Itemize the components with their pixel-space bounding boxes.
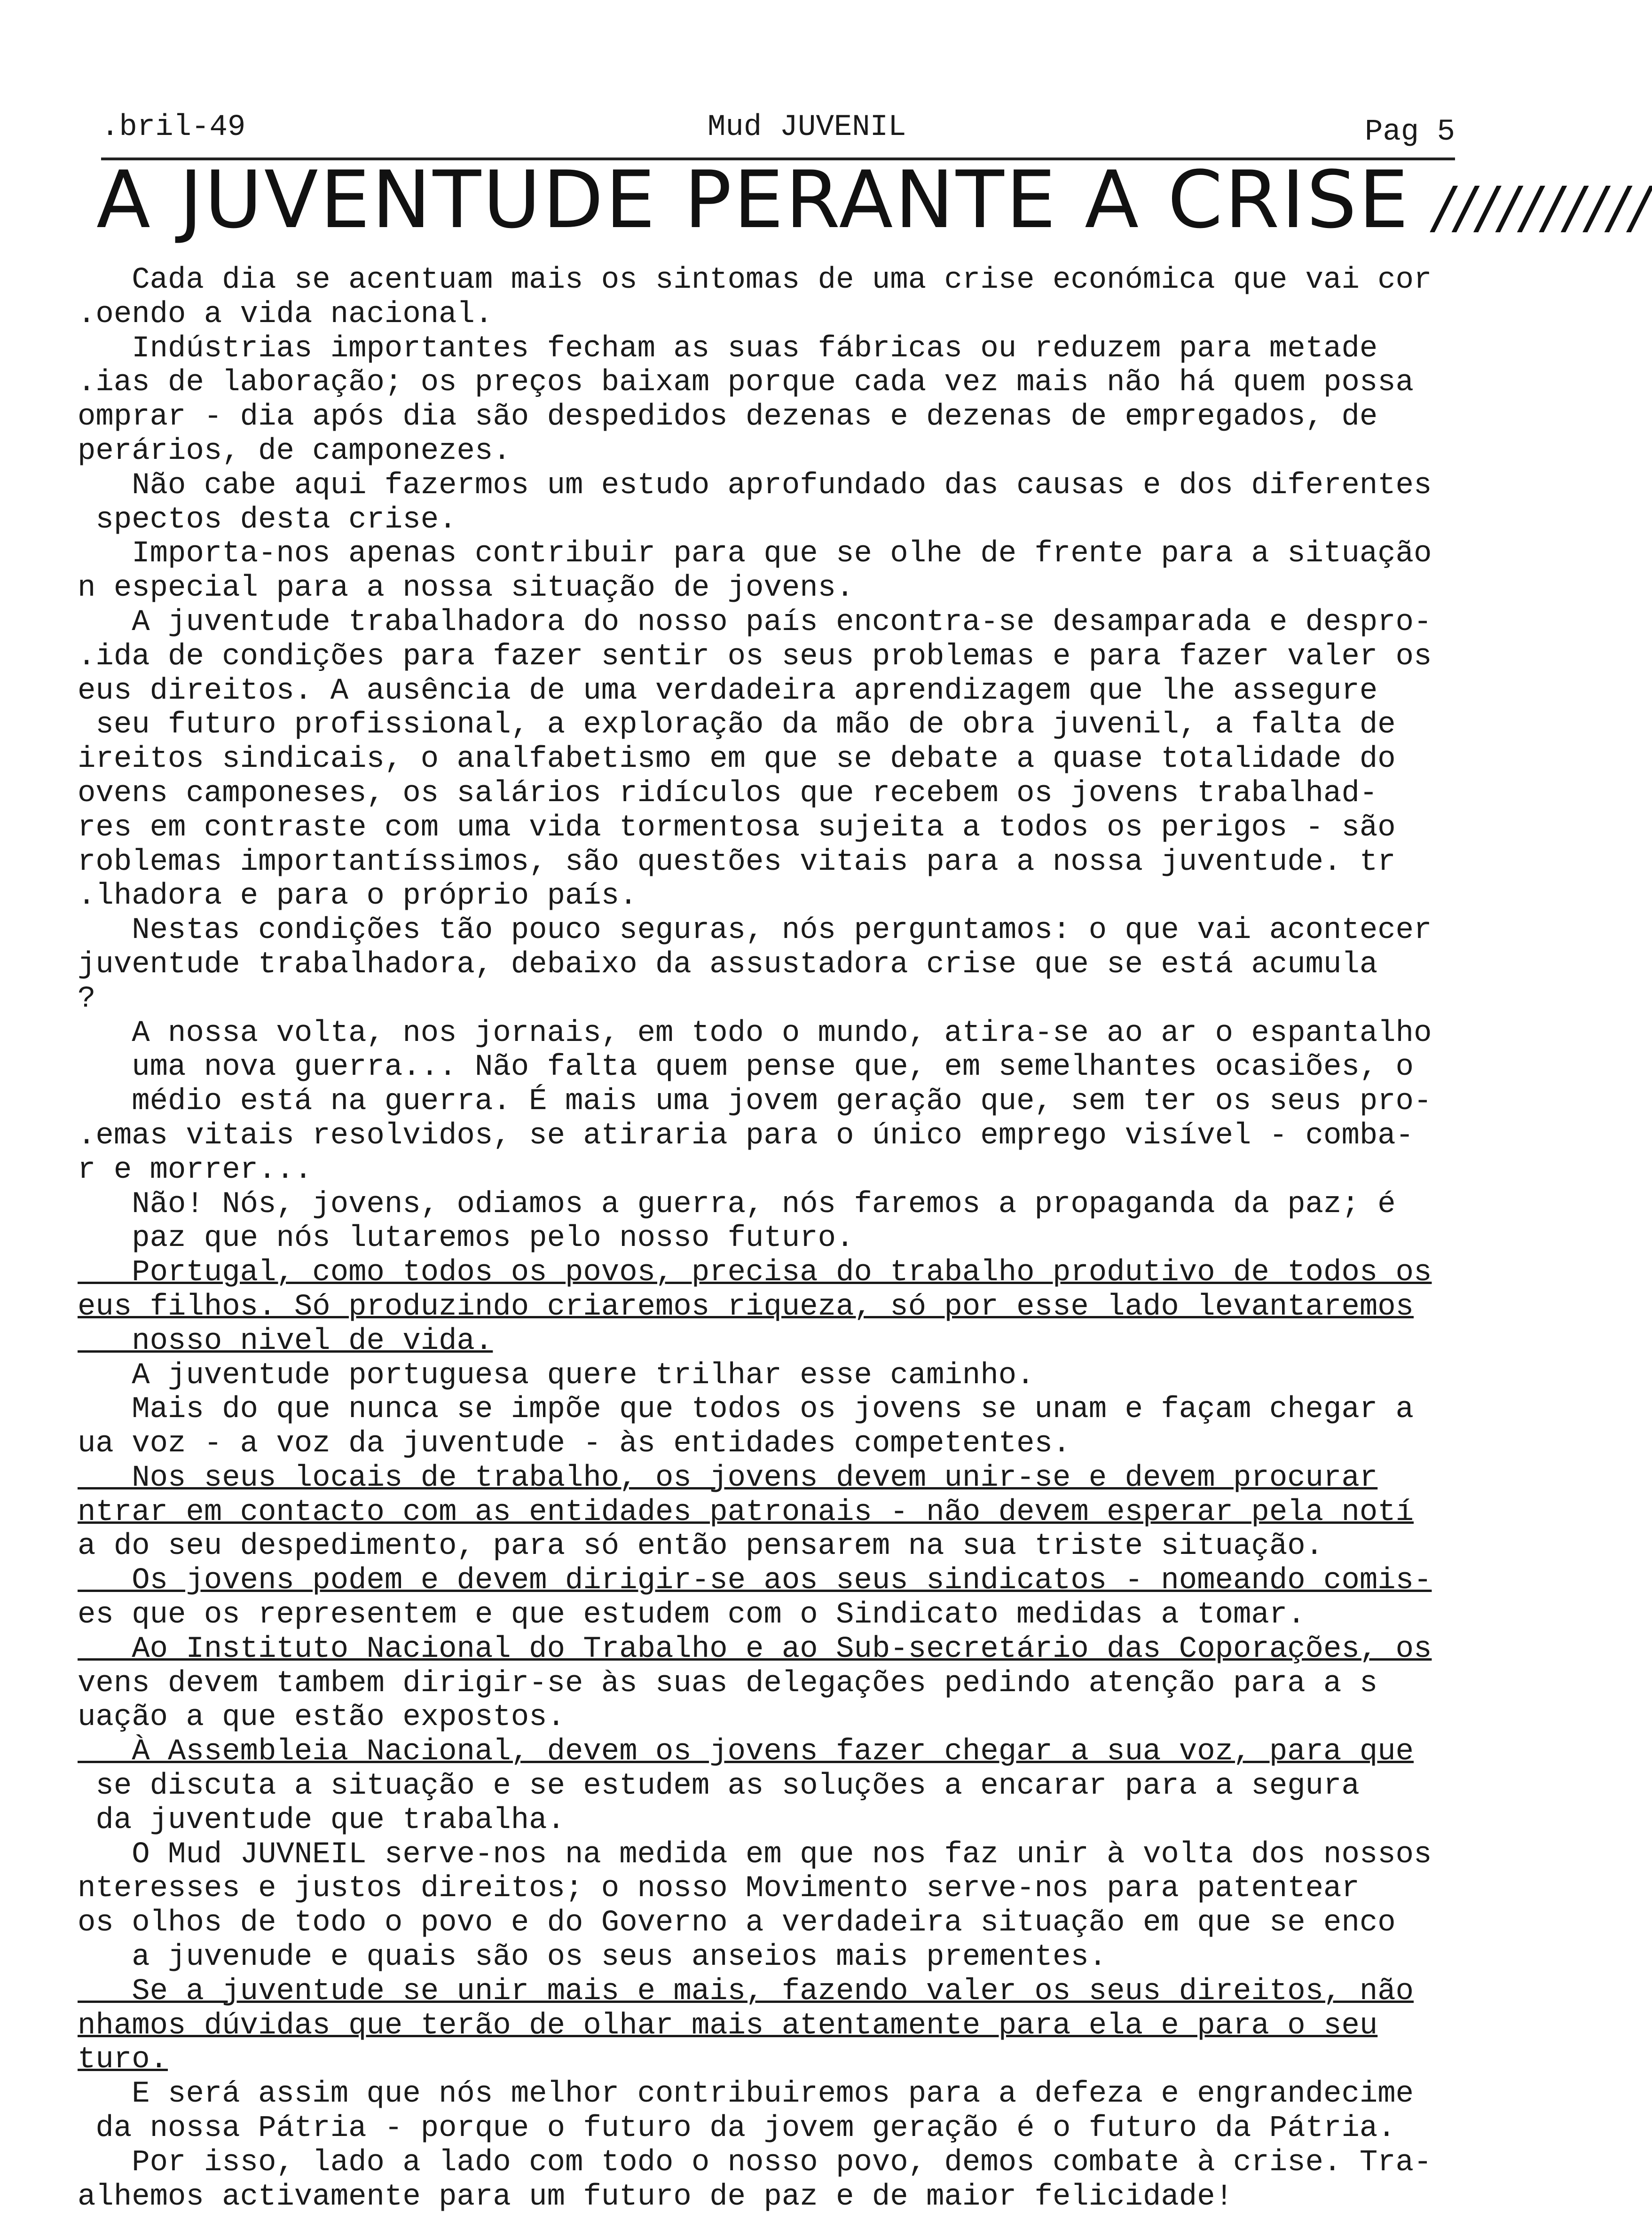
text-line: Ao Instituto Nacional do Trabalho e ao Sub-secretário das Coporações, os: [78, 1632, 1432, 1666]
text-line: da juventude que trabalha.: [78, 1803, 565, 1837]
text-line: ireitos sindicais, o analfabetismo em que se debate a quase totalidade do: [78, 742, 1396, 777]
text-line: n especial para a nossa situação de jovens.: [78, 571, 854, 606]
text-line: turo.: [78, 2043, 168, 2077]
article-title: [96, 150, 1652, 249]
text-line: spectos desta crise.: [78, 503, 457, 537]
text-line: médio está na guerra. É mais uma jovem geração que, sem ter os seus pro-: [78, 1085, 1432, 1119]
text-line: a juvenude e quais são os seus anseios mais prementes.: [78, 1940, 1107, 1975]
text-line: A juventude portuguesa quere trilhar esse caminho.: [78, 1358, 1035, 1393]
text-line: paz que nós lutaremos pelo nosso futuro.: [78, 1221, 854, 1256]
text-line: roblemas importantíssimos, são questões vitais para a nossa juventude. tr: [78, 845, 1396, 879]
text-line: ua voz - a voz da juventude - às entidades competentes.: [78, 1427, 1071, 1461]
text-line: uma nova guerra... Não falta quem pense que, em semelhantes ocasiões, o: [78, 1050, 1414, 1085]
text-line: eus filhos. Só produzindo criaremos riqueza, só por esse lado levantaremos: [78, 1290, 1414, 1324]
header-publication: Mud JUVENIL: [708, 110, 906, 144]
header-page-number: Pag 5: [1364, 115, 1455, 149]
title-decoration: //////////: [1433, 175, 1652, 241]
text-line: Nos seus locais de trabalho, os jovens devem unir-se e devem procurar: [78, 1461, 1378, 1495]
text-line: .oendo a vida nacional.: [78, 297, 493, 331]
title-text: A JUVENTUDE PERANTE A CRISE: [96, 154, 1410, 246]
text-line: a do seu despedimento, para só então pensarem na sua triste situação.: [78, 1529, 1324, 1564]
text-line: Cada dia se acentuam mais os sintomas de uma crise económica que vai cor: [78, 263, 1432, 297]
text-line: ntrar em contacto com as entidades patronais - não devem esperar pela notí: [78, 1495, 1414, 1529]
text-line: se discuta a situação e se estudem as soluções a encarar para a segura: [78, 1769, 1360, 1804]
text-line: A nossa volta, nos jornais, em todo o mundo, atira-se ao ar o espantalho: [78, 1016, 1432, 1050]
text-line: ovens camponeses, os salários ridículos que recebem os jovens trabalhad-: [78, 776, 1378, 811]
text-line: res em contraste com uma vida tormentosa sujeita a todos os perigos - são: [78, 811, 1396, 845]
text-line: da nossa Pátria - porque o futuro da jovem geração é o futuro da Pátria.: [78, 2112, 1396, 2146]
text-line: Indústrias importantes fecham as suas fábricas ou reduzem para metade: [78, 331, 1378, 366]
text-line: seu futuro profissional, a exploração da mão de obra juvenil, a falta de: [78, 708, 1396, 742]
text-line: Por isso, lado a lado com todo o nosso povo, demos combate à crise. Tra-: [78, 2145, 1432, 2180]
text-line: alhemos activamente para um futuro de paz e de maior felicidade!: [78, 2180, 1233, 2214]
text-line: vens devem tambem dirigir-se às suas delegações pedindo atenção para a s: [78, 1666, 1378, 1701]
text-line: Se a juventude se unir mais e mais, fazendo valer os seus direitos, não: [78, 1974, 1414, 2009]
text-line: os olhos de todo o povo e do Governo a verdadeira situação em que se enco: [78, 1906, 1396, 1940]
text-line: juventude trabalhadora, debaixo da assustadora crise que se está acumula: [78, 947, 1378, 982]
text-line: Portugal, como todos os povos, precisa do trabalho produtivo de todos os: [78, 1256, 1432, 1290]
text-line: ?: [78, 982, 96, 1016]
text-line: .ida de condições para fazer sentir os seus problemas e para fazer valer os: [78, 639, 1432, 674]
text-line: E será assim que nós melhor contribuiremos para a defeza e engrandecime: [78, 2077, 1414, 2112]
text-line: perários, de camponezes.: [78, 434, 511, 468]
text-line: Mais do que nunca se impõe que todos os jovens se unam e façam chegar a: [78, 1393, 1414, 1427]
text-line: nteresses e justos direitos; o nosso Movimento serve-nos para patentear: [78, 1872, 1360, 1906]
text-line: A juventude trabalhadora do nosso país encontra-se desamparada e despro-: [78, 605, 1432, 639]
text-line: Importa-nos apenas contribuir para que se olhe de frente para a situação: [78, 537, 1432, 571]
text-line: Os jovens podem e devem dirigir-se aos seus sindicatos - nomeando comis-: [78, 1564, 1432, 1598]
text-line: .lhadora e para o próprio país.: [78, 879, 637, 914]
text-line: Nestas condições tão pouco seguras, nós perguntamos: o que vai acontecer: [78, 914, 1432, 948]
text-line: nhamos dúvidas que terão de olhar mais atentamente para ela e para o seu: [78, 2009, 1378, 2043]
text-line: nosso nivel de vida.: [78, 1324, 493, 1358]
text-line: omprar - dia após dia são despedidos dezenas e dezenas de empregados, de: [78, 400, 1378, 434]
text-line: uação a que estão expostos.: [78, 1701, 565, 1735]
text-line: Não cabe aqui fazermos um estudo aprofundado das causas e dos diferentes: [78, 468, 1432, 503]
text-line: eus direitos. A ausência de uma verdadeira aprendizagem que lhe assegure: [78, 674, 1378, 708]
text-line: Não! Nós, jovens, odiamos a guerra, nós faremos a propaganda da paz; é: [78, 1187, 1396, 1221]
text-line: .ias de laboração; os preços baixam porque cada vez mais não há quem possa: [78, 366, 1414, 400]
header-date: .bril-49: [101, 110, 246, 144]
text-line: À Assembleia Nacional, devem os jovens fazer chegar a sua voz, para que: [78, 1735, 1414, 1769]
text-line: r e morrer...: [78, 1153, 313, 1187]
article-body: [78, 263, 1469, 2214]
text-line: es que os representem e que estudem com o Sindicato medidas a tomar.: [78, 1598, 1306, 1632]
text-line: .emas vitais resolvidos, se atiraria para o único emprego visível - comba-: [78, 1119, 1414, 1153]
text-line: O Mud JUVNEIL serve-nos na medida em que nos faz unir à volta dos nossos: [78, 1837, 1432, 1872]
